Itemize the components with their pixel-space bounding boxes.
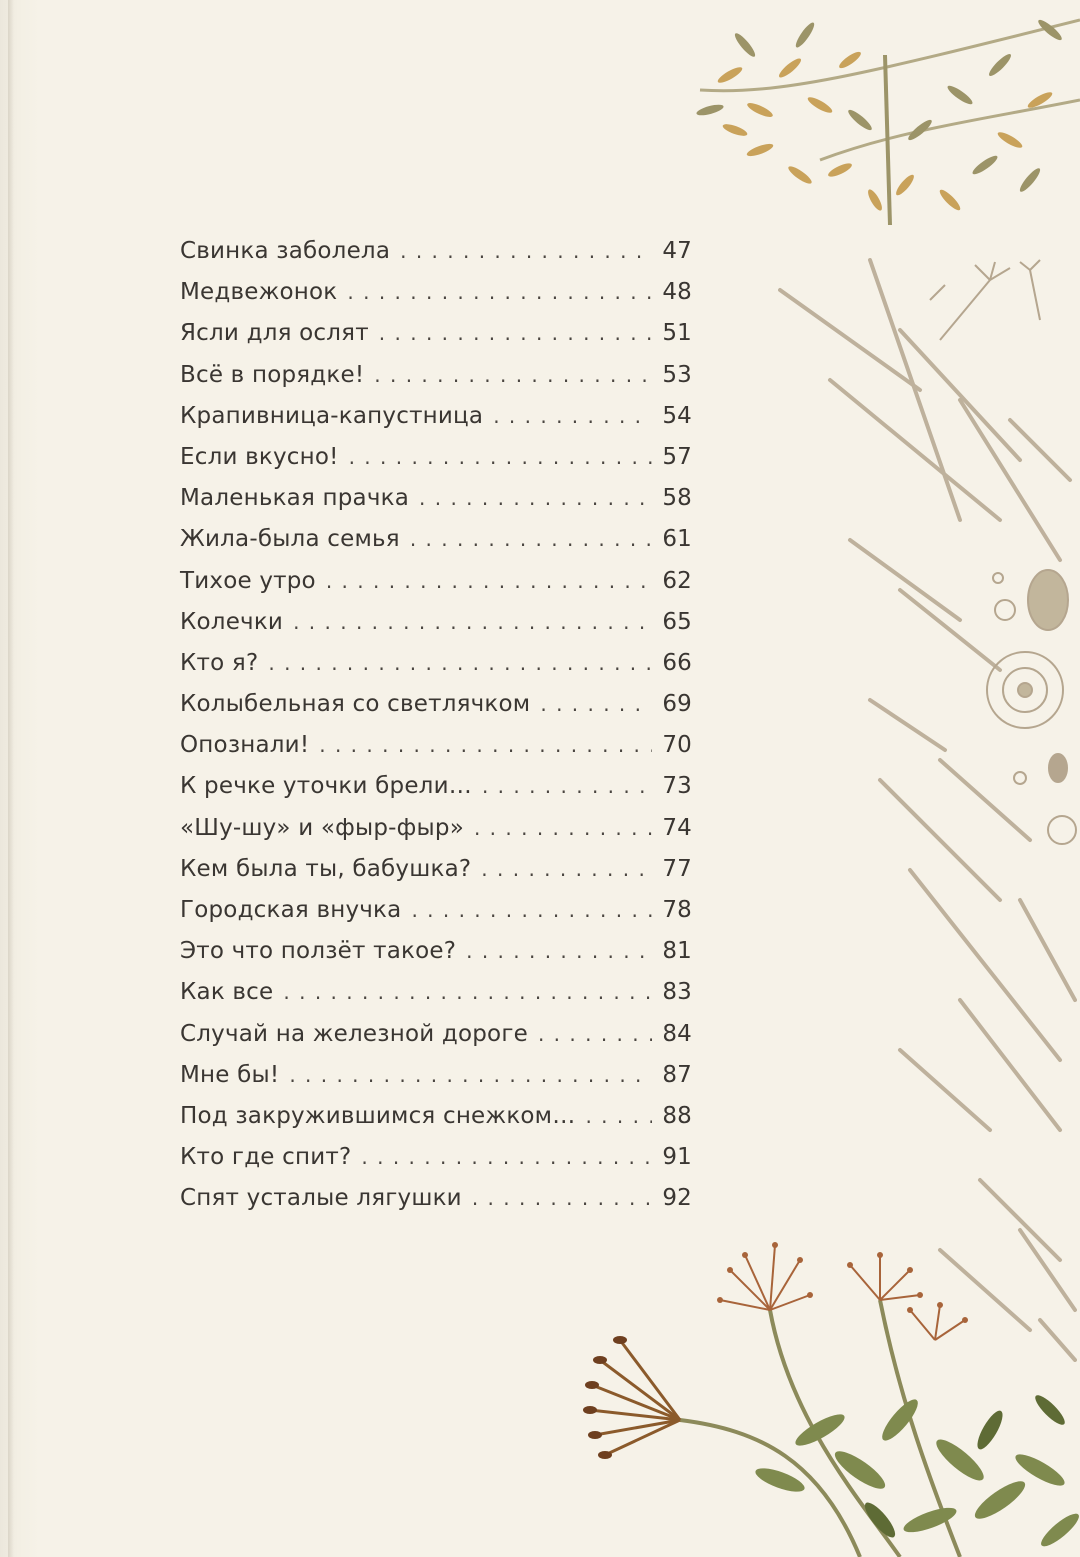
table-of-contents bbox=[180, 238, 692, 1227]
toc-entry-leader-dots bbox=[466, 939, 652, 963]
toc-entry[interactable] bbox=[180, 773, 692, 814]
toc-entry-title: Жила-была семья bbox=[180, 526, 400, 553]
umbel-flower-illustration bbox=[583, 1242, 1080, 1557]
toc-entry-leader-dots bbox=[540, 692, 652, 716]
toc-entry[interactable] bbox=[180, 856, 692, 897]
toc-entry[interactable] bbox=[180, 691, 692, 732]
toc-entry-leader-dots bbox=[585, 1104, 652, 1128]
toc-entry-title: Городская внучка bbox=[180, 897, 402, 923]
toc-entry-leader-dots bbox=[472, 1186, 652, 1210]
toc-entry[interactable] bbox=[180, 938, 692, 979]
toc-entry-page-number: 83 bbox=[662, 979, 692, 1006]
toc-entry-page-number: 84 bbox=[662, 1020, 692, 1047]
toc-entry-page-number: 81 bbox=[662, 938, 692, 965]
toc-entry-leader-dots bbox=[283, 980, 652, 1004]
toc-entry-page-number: 57 bbox=[662, 443, 692, 470]
toc-entry-leader-dots bbox=[374, 363, 652, 387]
toc-entry-title: Свинка заболела bbox=[180, 238, 391, 264]
toc-entry-page-number: 61 bbox=[662, 526, 692, 553]
circle-ornament-illustration bbox=[987, 570, 1076, 844]
toc-entry-leader-dots bbox=[419, 486, 652, 510]
toc-entry-leader-dots bbox=[410, 527, 652, 551]
toc-entry-page-number: 70 bbox=[662, 732, 692, 759]
toc-entry-title: Всё в порядке! bbox=[180, 361, 365, 388]
toc-entry-page-number: 78 bbox=[662, 897, 692, 923]
toc-entry[interactable] bbox=[180, 609, 692, 650]
toc-entry-page-number: 58 bbox=[662, 485, 692, 512]
toc-entry-page-number: 62 bbox=[662, 567, 692, 594]
toc-entry[interactable] bbox=[180, 732, 692, 773]
toc-entry[interactable] bbox=[180, 1062, 692, 1103]
toc-entry[interactable] bbox=[180, 1144, 692, 1185]
toc-entry[interactable] bbox=[180, 526, 692, 567]
toc-entry[interactable] bbox=[180, 362, 692, 403]
toc-entry-title: Кем была ты, бабушка? bbox=[180, 855, 472, 882]
toc-entry[interactable] bbox=[180, 650, 692, 691]
branch-illustration bbox=[695, 17, 1080, 225]
toc-entry-leader-dots bbox=[474, 816, 652, 840]
toc-entry-page-number: 54 bbox=[662, 402, 692, 429]
toc-entry-page-number: 51 bbox=[662, 320, 692, 347]
toc-entry-page-number: 92 bbox=[662, 1185, 692, 1212]
toc-entry-leader-dots bbox=[482, 774, 652, 798]
toc-entry-page-number: 74 bbox=[662, 814, 692, 841]
toc-entry-title: Тихое утро bbox=[180, 567, 316, 594]
toc-entry-leader-dots bbox=[319, 733, 652, 757]
toc-entry-page-number: 65 bbox=[662, 608, 692, 635]
toc-entry-leader-dots bbox=[289, 1063, 652, 1087]
toc-entry-title: Опознали! bbox=[180, 732, 310, 759]
toc-entry[interactable] bbox=[180, 485, 692, 526]
toc-entry[interactable] bbox=[180, 815, 692, 856]
toc-entry-title: Как все bbox=[180, 979, 274, 1006]
toc-entry-title: Медвежонок bbox=[180, 279, 338, 306]
toc-entry-leader-dots bbox=[379, 321, 652, 345]
umbel-flower-illustration bbox=[930, 260, 1040, 340]
toc-entry-page-number: 88 bbox=[662, 1102, 692, 1129]
toc-entry-leader-dots bbox=[538, 1022, 652, 1046]
toc-entry[interactable] bbox=[180, 1021, 692, 1062]
toc-entry[interactable] bbox=[180, 568, 692, 609]
toc-entry-title: Кто где спит? bbox=[180, 1144, 352, 1171]
toc-entry-leader-dots bbox=[347, 280, 652, 304]
toc-entry-title: Крапивница-капустница bbox=[180, 402, 484, 429]
toc-entry-title: Ясли для ослят bbox=[180, 320, 369, 347]
toc-entry-title: Под закружившимся снежком… bbox=[180, 1102, 576, 1129]
toc-entry-leader-dots bbox=[293, 610, 652, 634]
toc-entry-leader-dots bbox=[349, 445, 652, 469]
toc-entry-page-number: 69 bbox=[662, 691, 692, 718]
toc-entry-title: Колечки bbox=[180, 608, 284, 635]
toc-entry[interactable] bbox=[180, 320, 692, 361]
toc-entry-title: Кто я? bbox=[180, 649, 259, 676]
toc-entry-page-number: 87 bbox=[662, 1061, 692, 1088]
toc-entry-title: Случай на железной дороге bbox=[180, 1020, 528, 1047]
toc-entry-page-number: 66 bbox=[662, 649, 692, 676]
toc-entry-title: Колыбельная со светлячком bbox=[180, 691, 531, 718]
toc-entry-leader-dots bbox=[361, 1145, 652, 1169]
toc-entry-title: Спят усталые лягушки bbox=[180, 1185, 462, 1212]
toc-entry-leader-dots bbox=[326, 569, 652, 593]
toc-entry-title: Мне бы! bbox=[180, 1061, 280, 1088]
toc-entry[interactable] bbox=[180, 979, 692, 1020]
toc-entry-title: «Шу-шу» и «фыр-фыр» bbox=[180, 814, 464, 841]
toc-entry-leader-dots bbox=[400, 239, 652, 263]
toc-entry[interactable] bbox=[180, 279, 692, 320]
toc-entry[interactable] bbox=[180, 1185, 692, 1226]
toc-entry-leader-dots bbox=[411, 898, 652, 922]
toc-entry-page-number: 47 bbox=[662, 238, 692, 264]
toc-entry-page-number: 48 bbox=[662, 279, 692, 306]
toc-entry-page-number: 77 bbox=[662, 855, 692, 882]
toc-entry[interactable] bbox=[180, 403, 692, 444]
toc-entry-page-number: 91 bbox=[662, 1144, 692, 1171]
toc-entry-title: Это что ползёт такое? bbox=[180, 938, 457, 965]
toc-entry-leader-dots bbox=[493, 404, 652, 428]
toc-entry[interactable] bbox=[180, 238, 692, 279]
grass-illustration bbox=[780, 260, 1075, 1360]
toc-entry-title: К речке уточки брели… bbox=[180, 773, 472, 800]
toc-entry-page-number: 73 bbox=[662, 773, 692, 800]
toc-entry-title: Если вкусно! bbox=[180, 443, 339, 470]
toc-entry[interactable] bbox=[180, 444, 692, 485]
toc-entry-title: Маленькая прачка bbox=[180, 485, 410, 512]
toc-entry-leader-dots bbox=[268, 651, 652, 675]
toc-entry[interactable] bbox=[180, 1103, 692, 1144]
toc-entry[interactable] bbox=[180, 897, 692, 938]
toc-entry-leader-dots bbox=[481, 857, 652, 881]
toc-entry-page-number: 53 bbox=[662, 361, 692, 388]
